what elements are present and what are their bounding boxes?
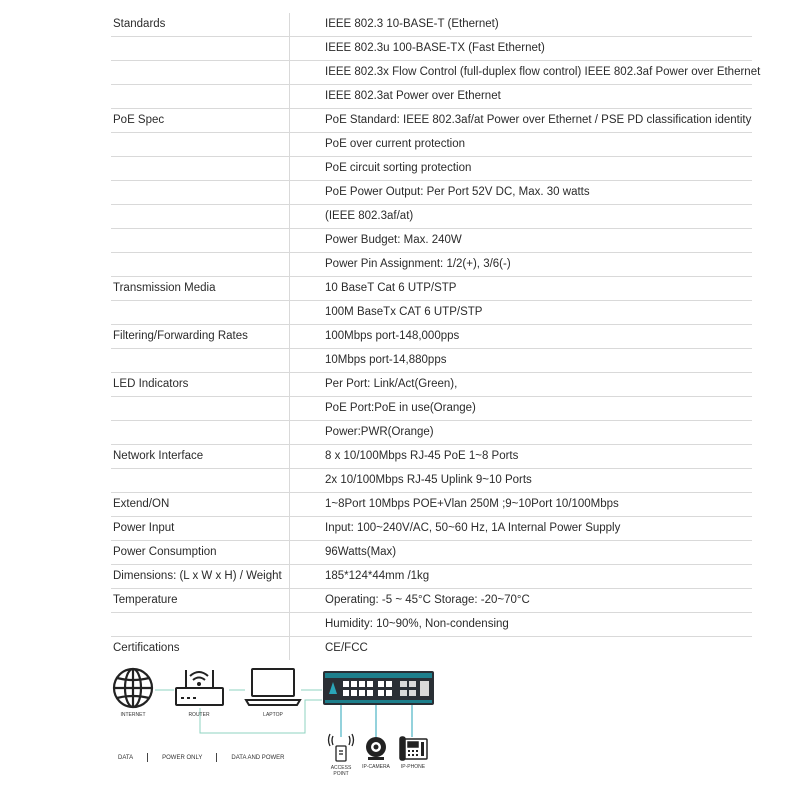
column-divider [289, 493, 290, 516]
spec-label: Certifications [113, 642, 180, 654]
spec-value: PoE over current protection [325, 138, 465, 150]
spec-value: CE/FCC [325, 642, 368, 654]
spec-value: PoE Standard: IEEE 802.3af/at Power over Ethernet / PSE PD classification identity [325, 114, 752, 126]
spec-label: Standards [113, 18, 166, 30]
legend-power-only: POWER ONLY [162, 754, 203, 761]
spec-label: Power Consumption [113, 546, 217, 558]
spec-value: 8 x 10/100Mbps RJ-45 PoE 1~8 Ports [325, 450, 519, 462]
column-divider [289, 157, 290, 180]
laptop-icon [246, 669, 300, 705]
spec-row [111, 277, 752, 301]
network-diagram [0, 640, 800, 800]
access-point-label-1: ACCESS [330, 765, 352, 771]
spec-row [111, 85, 752, 109]
column-divider [289, 85, 290, 108]
column-divider [289, 565, 290, 588]
legend-divider [147, 753, 148, 762]
spec-row [111, 565, 752, 589]
spec-value: Operating: -5 ~ 45°C Storage: -20~70°C [325, 594, 530, 606]
access-point-icon [329, 734, 354, 761]
spec-value: IEEE 802.3at Power over Ethernet [325, 90, 501, 102]
access-point-label-2: POINT [333, 771, 349, 777]
column-divider [289, 277, 290, 300]
column-divider [289, 397, 290, 420]
legend-data: DATA [118, 754, 134, 761]
spec-value: Input: 100~240V/AC, 50~60 Hz, 1A Internal Power Supply [325, 522, 621, 534]
spec-label: Temperature [113, 594, 178, 606]
column-divider [289, 13, 290, 36]
spec-label: PoE Spec [113, 114, 165, 126]
spec-row [111, 13, 752, 37]
column-divider [289, 517, 290, 540]
column-divider [289, 469, 290, 492]
phone-icon [400, 737, 427, 760]
router-label: ROUTER [188, 712, 210, 718]
spec-row [111, 205, 752, 229]
spec-value: 1~8Port 10Mbps POE+Vlan 250M ;9~10Port 10/100Mbps [325, 498, 619, 510]
spec-row [111, 133, 752, 157]
spec-row [111, 301, 752, 325]
spec-value: PoE Power Output: Per Port 52V DC, Max. 30 watts [325, 186, 590, 198]
spec-value: PoE circuit sorting protection [325, 162, 472, 174]
legend-data-and-power: DATA AND POWER [231, 754, 285, 761]
column-divider [289, 325, 290, 348]
spec-row [111, 541, 752, 565]
spec-row [111, 61, 761, 85]
spec-row [111, 373, 752, 397]
column-divider [289, 205, 290, 228]
diagram-legend [118, 753, 284, 762]
spec-row [111, 613, 752, 637]
spec-value: 10Mbps port-14,880pps [325, 354, 447, 366]
spec-value: 96Watts(Max) [325, 546, 397, 558]
spec-label: Power Input [113, 522, 175, 534]
spec-value: PoE Port:PoE in use(Orange) [325, 402, 476, 414]
spec-row [111, 253, 752, 277]
spec-value: IEEE 802.3x Flow Control (full-duplex flow control) IEEE 802.3af Power over Ethernet [325, 66, 761, 78]
column-divider [289, 181, 290, 204]
column-divider [289, 613, 290, 636]
column-divider [289, 301, 290, 324]
phone-label: IP-PHONE [400, 764, 426, 770]
spec-row [111, 37, 752, 61]
column-divider [289, 421, 290, 444]
spec-row [111, 181, 752, 205]
column-divider [289, 445, 290, 468]
spec-value: Per Port: Link/Act(Green), [325, 378, 458, 390]
spec-row [111, 421, 752, 445]
spec-label: LED Indicators [113, 378, 189, 390]
spec-label: Transmission Media [113, 282, 216, 294]
internet-label: INTERNET [120, 712, 146, 718]
spec-row [111, 349, 752, 373]
spec-value: IEEE 802.3 10-BASE-T (Ethernet) [325, 18, 499, 30]
spec-value: 185*124*44mm /1kg [325, 570, 430, 582]
column-divider [289, 37, 290, 60]
spec-value: 10 BaseT Cat 6 UTP/STP [325, 282, 457, 294]
column-divider [289, 589, 290, 612]
spec-label: Filtering/Forwarding Rates [113, 330, 248, 342]
spec-value: 100Mbps port-148,000pps [325, 330, 460, 342]
spec-row [111, 325, 752, 349]
spec-value: Power Budget: Max. 240W [325, 234, 462, 246]
spec-label: Extend/ON [113, 498, 170, 510]
spec-row [111, 229, 752, 253]
spec-value: IEEE 802.3u 100-BASE-TX (Fast Ethernet) [325, 42, 545, 54]
column-divider [289, 133, 290, 156]
camera-label: IP-CAMERA [362, 764, 390, 770]
spec-label: Network Interface [113, 450, 204, 462]
spec-row [111, 517, 752, 541]
column-divider [289, 229, 290, 252]
column-divider [289, 541, 290, 564]
spec-value: (IEEE 802.3af/at) [325, 210, 414, 222]
column-divider [289, 109, 290, 132]
spec-value: Humidity: 10~90%, Non-condensing [325, 618, 509, 630]
spec-row [111, 469, 752, 493]
globe-icon [114, 669, 152, 707]
spec-value: 2x 10/100Mbps RJ-45 Uplink 9~10 Ports [325, 474, 532, 486]
legend-divider [216, 753, 217, 762]
spec-row [111, 397, 752, 421]
spec-label: Dimensions: (L x W x H) / Weight [113, 570, 282, 582]
spec-value: Power Pin Assignment: 1/2(+), 3/6(-) [325, 258, 511, 270]
column-divider [289, 61, 290, 84]
spec-value: Power:PWR(Orange) [325, 426, 434, 438]
laptop-label: LAPTOP [263, 712, 283, 718]
camera-icon [366, 737, 386, 760]
column-divider [289, 349, 290, 372]
spec-row [111, 157, 752, 181]
column-divider [289, 373, 290, 396]
spec-value: 100M BaseTx CAT 6 UTP/STP [325, 306, 483, 318]
spec-table [111, 13, 761, 660]
router-icon [176, 670, 223, 705]
poe-switch-icon [323, 671, 434, 705]
spec-row [111, 445, 752, 469]
column-divider [289, 253, 290, 276]
spec-row [111, 589, 752, 613]
spec-row [111, 493, 752, 517]
spec-row [111, 109, 752, 133]
